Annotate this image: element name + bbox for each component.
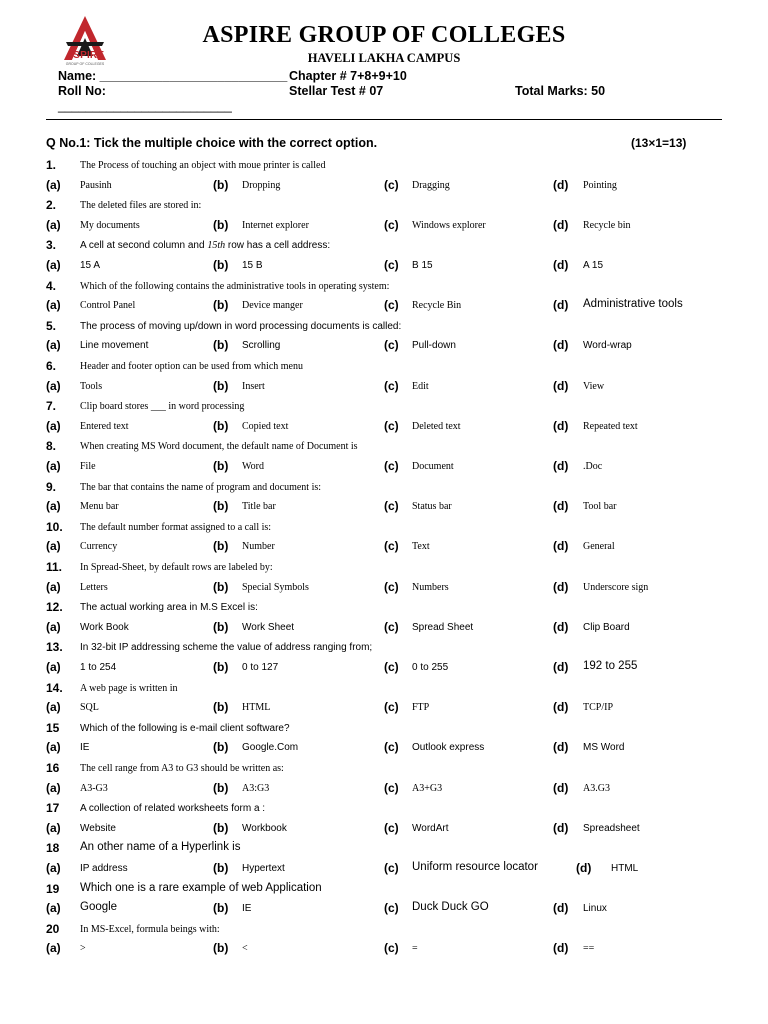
option-c: WordArt <box>412 822 449 834</box>
option-label: (a) <box>46 338 61 353</box>
option-label: (d) <box>553 579 569 594</box>
option-label: (d) <box>553 257 569 272</box>
option-label: (b) <box>213 217 229 232</box>
option-label: (c) <box>384 177 399 192</box>
question-number: 5. <box>46 318 57 333</box>
option-label: (d) <box>553 499 569 514</box>
option-d: Clip Board <box>583 621 630 633</box>
option-d: A3.G3 <box>583 782 610 794</box>
section-title: Q No.1: Tick the multiple choice with the correct option. <box>46 136 378 150</box>
option-a: Website <box>80 822 116 834</box>
option-c: Recycle Bin <box>412 300 462 312</box>
question-text: The Process of touching an object with moue printer is called <box>80 160 326 171</box>
question-text: A web page is written in <box>80 682 178 694</box>
question-text: The default number format assigned to a call is: <box>80 521 272 533</box>
option-label: (d) <box>553 820 569 835</box>
question-text: When creating MS Word document, the default name of Document is <box>80 441 358 453</box>
option-b: Number <box>242 541 275 553</box>
option-b: Insert <box>242 380 265 392</box>
option-label: (b) <box>213 177 229 192</box>
option-a: Entered text <box>80 420 129 432</box>
name-field: Name: ___________________________ <box>58 69 288 83</box>
question-text: In MS-Excel, formula beings with: <box>80 923 220 935</box>
option-c: Uniform resource locator <box>412 860 538 873</box>
option-label: (c) <box>384 418 399 433</box>
option-label: (b) <box>213 539 229 554</box>
option-d: .Doc <box>583 460 603 472</box>
option-a: 1 to 254 <box>80 661 117 673</box>
option-b: Title bar <box>242 501 276 513</box>
option-d: Linux <box>583 903 607 915</box>
option-label: (b) <box>213 619 229 634</box>
question-number: 10. <box>46 519 63 534</box>
option-d: Administrative tools <box>583 298 683 311</box>
option-label: (c) <box>384 217 399 232</box>
option-label: (b) <box>213 780 229 795</box>
question-number: 6. <box>46 359 57 373</box>
test-label: Stellar Test # 07 <box>289 84 384 98</box>
option-c: Spread Sheet <box>412 621 474 633</box>
question-text: Header and footer option can be used from which menu <box>80 361 303 372</box>
option-label: (c) <box>384 700 399 715</box>
question-number: 8. <box>46 439 57 454</box>
option-a: My documents <box>80 219 140 231</box>
option-label: (c) <box>384 579 399 594</box>
option-c: Outlook express <box>412 742 485 754</box>
option-a: 15 A <box>80 259 101 271</box>
question-text: The deleted files are stored in: <box>80 200 202 212</box>
option-label: (a) <box>46 820 61 835</box>
option-label: (d) <box>553 298 569 313</box>
option-label: (d) <box>553 619 569 634</box>
option-d: == <box>583 943 595 955</box>
option-b: Internet explorer <box>242 219 309 231</box>
option-label: (a) <box>46 177 61 192</box>
option-b: Special Symbols <box>242 581 309 593</box>
question-text: Clip board stores ___ in word processing <box>80 401 245 413</box>
option-label: (a) <box>46 659 61 674</box>
option-a: Control Panel <box>80 300 136 312</box>
option-label: (a) <box>46 217 61 232</box>
question-text: The bar that contains the name of program and document is: <box>80 481 322 493</box>
option-d: Repeated text <box>583 420 638 432</box>
option-b: Workbook <box>242 822 287 834</box>
option-a: IP address <box>80 862 128 874</box>
option-label: (d) <box>553 458 569 473</box>
option-a: Menu bar <box>80 501 119 513</box>
question-number: 3. <box>46 238 57 253</box>
option-label: (a) <box>46 780 61 795</box>
option-label: (d) <box>553 217 569 232</box>
option-label: (a) <box>46 298 61 313</box>
option-label: (a) <box>46 860 61 875</box>
question-number: 15 <box>46 720 60 735</box>
option-label: (d) <box>553 539 569 554</box>
question-number: 2. <box>46 198 57 213</box>
option-c: = <box>412 943 418 955</box>
question-text: An other name of a Hyperlink is <box>80 841 241 854</box>
option-label: (b) <box>213 458 229 473</box>
question-number: 20 <box>46 921 60 936</box>
option-b: Google.Com <box>242 742 299 754</box>
option-a: File <box>80 460 96 472</box>
option-label: (a) <box>46 740 61 755</box>
option-label: (b) <box>213 700 229 715</box>
question-text: In Spread-Sheet, by default rows are labeled by: <box>80 562 273 573</box>
option-c: Numbers <box>412 581 449 593</box>
question-number: 18 <box>46 841 60 856</box>
option-label: (d) <box>553 338 569 353</box>
option-label: (d) <box>553 177 569 192</box>
option-c: Dragging <box>412 179 450 191</box>
question-number: 16 <box>46 761 60 775</box>
option-label: (b) <box>213 499 229 514</box>
option-c: 0 to 255 <box>412 661 449 673</box>
option-b: Dropping <box>242 179 281 191</box>
question-text: In 32-bit IP addressing scheme the value of address ranging from; <box>80 642 373 654</box>
option-label: (b) <box>213 579 229 594</box>
option-b: Work Sheet <box>242 621 295 633</box>
option-c: Pull-down <box>412 340 456 352</box>
option-label: (d) <box>553 418 569 433</box>
option-b: Hypertext <box>242 862 285 874</box>
option-label: (d) <box>553 780 569 795</box>
option-c: FTP <box>412 702 430 714</box>
option-label: (c) <box>384 740 399 755</box>
option-label: (c) <box>384 257 399 272</box>
option-a: IE <box>80 742 90 754</box>
question-text: A cell at second column and 15th row has a cell address: <box>80 240 331 252</box>
question-text: The cell range from A3 to G3 should be written as: <box>80 763 284 774</box>
option-label: (b) <box>213 820 229 835</box>
option-b: IE <box>242 903 252 915</box>
option-label: (c) <box>384 619 399 634</box>
question-number: 19 <box>46 881 60 896</box>
option-c: Deleted text <box>412 420 461 432</box>
question-text: Which of the following contains the administrative tools in operating system: <box>80 280 390 292</box>
roll-no-line: _________________________ <box>58 99 232 113</box>
option-label: (b) <box>213 901 229 916</box>
option-label: (c) <box>384 780 399 795</box>
option-a: > <box>80 943 86 955</box>
option-label: (b) <box>213 298 229 313</box>
roll-no-label: Roll No: <box>58 84 106 98</box>
option-label: (c) <box>384 941 399 956</box>
option-label: (c) <box>384 901 399 916</box>
option-d: Spreadsheet <box>583 822 640 834</box>
option-label: (b) <box>213 338 229 353</box>
option-label: (d) <box>553 901 569 916</box>
option-label: (b) <box>213 418 229 433</box>
option-label: (a) <box>46 418 61 433</box>
option-label: (b) <box>213 659 229 674</box>
option-label: (b) <box>213 941 229 956</box>
option-label: (d) <box>553 659 569 674</box>
option-label: (a) <box>46 579 61 594</box>
option-c: A3+G3 <box>412 782 443 794</box>
option-label: (c) <box>384 338 399 353</box>
question-number: 4. <box>46 278 57 293</box>
question-text: Which of the following is e-mail client software? <box>80 722 290 734</box>
option-label: (b) <box>213 378 229 393</box>
option-d: Tool bar <box>583 501 617 513</box>
option-b: 15 B <box>242 259 263 271</box>
option-label: (c) <box>384 820 399 835</box>
option-a: Line movement <box>80 340 149 352</box>
option-b: Device manger <box>242 300 303 312</box>
option-d: Underscore sign <box>583 581 649 593</box>
question-text: A collection of related worksheets form a : <box>80 803 266 815</box>
option-c: Text <box>412 541 430 553</box>
option-d: View <box>583 380 605 392</box>
option-label: (d) <box>576 860 592 875</box>
option-c: Duck Duck GO <box>412 901 489 914</box>
option-label: (a) <box>46 458 61 473</box>
logo-subtext: GROUP OF COLLEGES <box>65 62 105 66</box>
logo-text: ASPIRE <box>65 50 105 61</box>
option-a: Pausinh <box>80 179 112 191</box>
option-b: < <box>242 943 248 955</box>
option-d: 192 to 255 <box>583 659 638 672</box>
option-label: (a) <box>46 700 61 715</box>
question-number: 14. <box>46 680 63 695</box>
question-number: 13. <box>46 640 63 655</box>
option-label: (c) <box>384 378 399 393</box>
option-label: (b) <box>213 860 229 875</box>
campus-name: HAVELI LAKHA CAMPUS <box>307 51 461 65</box>
option-d: TCP/IP <box>583 702 614 714</box>
college-name: ASPIRE GROUP OF COLLEGES <box>202 22 566 48</box>
option-a: Currency <box>80 541 118 553</box>
option-label: (d) <box>553 378 569 393</box>
question-number: 9. <box>46 479 57 494</box>
option-b: Copied text <box>242 420 289 432</box>
option-d: A 15 <box>583 259 604 271</box>
option-a: SQL <box>80 702 99 714</box>
option-label: (c) <box>384 499 399 514</box>
option-label: (a) <box>46 901 61 916</box>
option-b: Word <box>242 460 264 472</box>
section-marks: (13×1=13) <box>631 136 687 150</box>
option-label: (c) <box>384 659 399 674</box>
option-c: Document <box>412 460 454 472</box>
option-label: (c) <box>384 458 399 473</box>
question-number: 11. <box>46 560 63 574</box>
option-b: HTML <box>242 702 271 714</box>
option-label: (a) <box>46 619 61 634</box>
option-a: Work Book <box>80 621 129 633</box>
question-text: The actual working area in M.S Excel is: <box>80 602 258 614</box>
option-label: (a) <box>46 378 61 393</box>
total-marks: Total Marks: 50 <box>515 84 606 98</box>
option-a: Letters <box>80 581 108 593</box>
option-b: 0 to 127 <box>242 661 279 673</box>
question-number: 7. <box>46 399 57 414</box>
option-label: (b) <box>213 740 229 755</box>
option-d: Word-wrap <box>583 340 632 352</box>
option-label: (c) <box>384 860 399 875</box>
option-label: (a) <box>46 539 61 554</box>
option-label: (d) <box>553 700 569 715</box>
option-c: B 15 <box>412 259 433 271</box>
option-c: Status bar <box>412 501 452 513</box>
option-label: (b) <box>213 257 229 272</box>
question-number: 1. <box>46 158 57 172</box>
option-label: (a) <box>46 499 61 514</box>
option-d: MS Word <box>583 742 625 754</box>
option-c: Edit <box>412 380 429 392</box>
option-label: (a) <box>46 257 61 272</box>
option-c: Windows explorer <box>412 219 486 231</box>
option-label: (c) <box>384 298 399 313</box>
question-text: Which one is a rare example of web Application <box>80 881 322 894</box>
question-text: The process of moving up/down in word processing documents is called: <box>80 320 402 332</box>
option-label: (c) <box>384 539 399 554</box>
option-b: A3:G3 <box>242 782 270 794</box>
option-d: HTML <box>611 862 639 874</box>
chapter-label: Chapter # 7+8+9+10 <box>289 69 407 83</box>
option-a: Tools <box>80 380 103 392</box>
option-label: (a) <box>46 941 61 956</box>
option-label: (d) <box>553 740 569 755</box>
option-d: General <box>583 541 615 553</box>
option-b: Scrolling <box>242 340 281 352</box>
option-d: Recycle bin <box>583 219 631 231</box>
option-a: A3-G3 <box>80 782 108 794</box>
option-d: Pointing <box>583 179 617 191</box>
option-label: (d) <box>553 941 569 956</box>
question-number: 17 <box>46 801 60 816</box>
option-a: Google <box>80 901 118 914</box>
question-number: 12. <box>46 600 63 615</box>
